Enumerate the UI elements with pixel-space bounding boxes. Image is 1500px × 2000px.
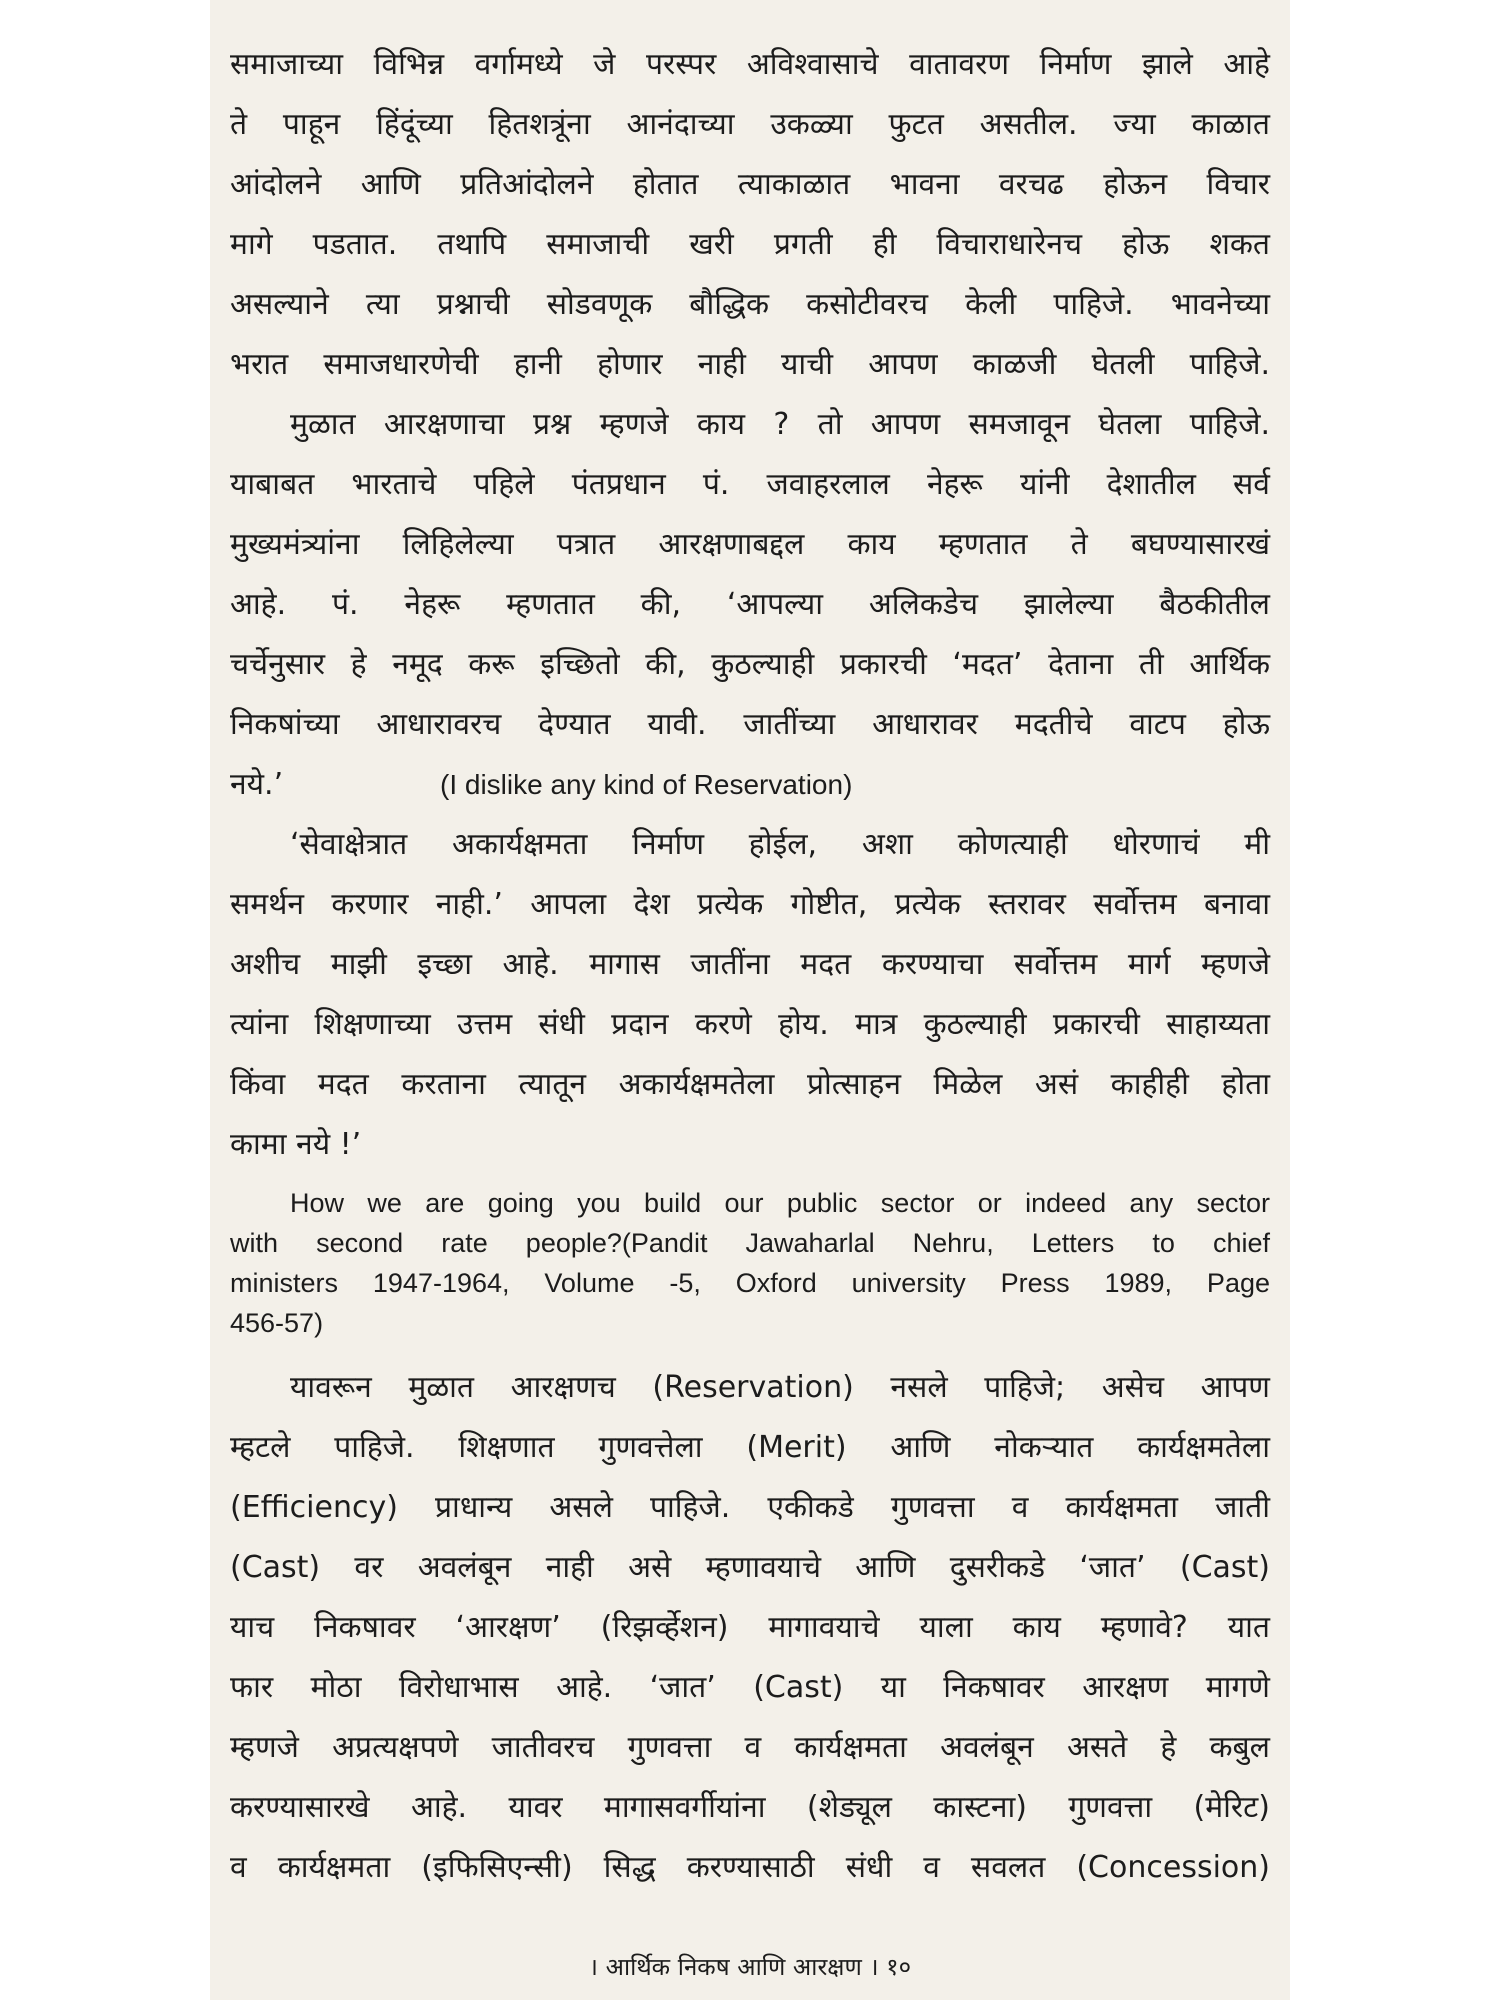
paragraph2-line: निकषांच्या आधारावरच देण्यात यावी. जातींच्या आधारावर मदतीचे वाटप होऊ	[230, 707, 1270, 742]
paragraph1-line: आंदोलने आणि प्रतिआंदोलने होतात त्याकाळात भावना वरचढ होऊन विचार	[230, 167, 1270, 202]
paragraph3-line: ‘सेवाक्षेत्रात अकार्यक्षमता निर्माण होईल, अशा कोणत्याही धोरणाचं मी	[290, 827, 1270, 862]
paragraph1-line: मागे पडतात. तथापि समाजाची खरी प्रगती ही विचाराधारेनच होऊ शकत	[230, 227, 1270, 262]
paragraph4-line: याच निकषावर ‘आरक्षण’ (रिझर्व्हेशन) मागावयाचे याला काय म्हणावे? यात	[230, 1610, 1270, 1645]
paragraph4-line: (Cast) वर अवलंबून नाही असे म्हणावयाचे आणि दुसरीकडे ‘जात’ (Cast)	[230, 1550, 1270, 1585]
paragraph2-last-line: नये.’	[230, 767, 284, 802]
paragraph4-line: म्हणजे अप्रत्यक्षपणे जातीवरच गुणवत्ता व कार्यक्षमता अवलंबून असते हे कबुल	[230, 1730, 1270, 1765]
paragraph1-line: ते पाहून हिंदूंच्या हितशत्रूंना आनंदाच्या उकळ्या फुटत असतील. ज्या काळात	[230, 107, 1270, 142]
paragraph4-line: व कार्यक्षमता (इफिसिएन्सी) सिद्ध करण्यासाठी संधी व सवलत (Concession)	[230, 1850, 1270, 1885]
reservation-remark: (I dislike any kind of Reservation)	[440, 769, 853, 800]
paragraph4-line: यावरून मुळात आरक्षणच (Reservation) नसले पाहिजे; असेच आपण	[290, 1370, 1270, 1405]
english-quote-line: How we are going you build our public sector or indeed any sector	[290, 1188, 1270, 1218]
paragraph3-line: अशीच माझी इच्छा आहे. मागास जातींना मदत करण्याचा सर्वोत्तम मार्ग म्हणजे	[230, 947, 1270, 982]
paragraph3-line: त्यांना शिक्षणाच्या उत्तम संधी प्रदान करणे होय. मात्र कुठल्याही प्रकारची साहाय्यता	[230, 1007, 1270, 1042]
paragraph1-line: असल्याने त्या प्रश्नाची सोडवणूक बौद्धिक कसोटीवरच केली पाहिजे. भावनेच्या	[230, 287, 1270, 322]
paragraph4-line: (Efficiency) प्राधान्य असले पाहिजे. एकीकडे गुणवत्ता व कार्यक्षमता जाती	[230, 1490, 1270, 1525]
paragraph2-line: चर्चेनुसार हे नमूद करू इच्छितो की, कुठल्याही प्रकारची ‘मदत’ देताना ती आर्थिक	[230, 647, 1270, 682]
paragraph2-line: याबाबत भारताचे पहिले पंतप्रधान पं. जवाहरलाल नेहरू यांनी देशातील सर्व	[230, 467, 1270, 502]
paragraph1-line: भरात समाजधारणेची हानी होणार नाही याची आपण काळजी घेतली पाहिजे.	[230, 347, 1270, 382]
paragraph2-line: मुख्यमंत्र्यांना लिहिलेल्या पत्रात आरक्षणाबद्दल काय म्हणतात ते बघण्यासारखं	[230, 527, 1270, 562]
english-quote-line: ministers 1947-1964, Volume -5, Oxford university Press 1989, Page	[230, 1268, 1270, 1298]
paragraph3-last-line: कामा नये !’	[230, 1127, 362, 1162]
paragraph4-line: म्हटले पाहिजे. शिक्षणात गुणवत्तेला (Merit) आणि नोकऱ्यात कार्यक्षमतेला	[230, 1430, 1270, 1465]
paragraph1-line: समाजाच्या विभिन्न वर्गामध्ये जे परस्पर अविश्वासाचे वातावरण निर्माण झाले आहे	[230, 47, 1270, 82]
paragraph4-line: करण्यासारखे आहे. यावर मागासवर्गीयांना (शेड्यूल कास्टना) गुणवत्ता (मेरिट)	[230, 1790, 1270, 1825]
english-quote-line: 456-57)	[230, 1308, 324, 1338]
page-footer: । आर्थिक निकष आणि आरक्षण । १०	[588, 1953, 912, 1981]
paragraph2-line: आहे. पं. नेहरू म्हणतात की, ‘आपल्या अलिकडेच झालेल्या बैठकीतील	[230, 587, 1270, 622]
paragraph3-line: समर्थन करणार नाही.’ आपला देश प्रत्येक गोष्टीत, प्रत्येक स्तरावर सर्वोत्तम बनावा	[230, 887, 1270, 922]
paragraph4-line: फार मोठा विरोधाभास आहे. ‘जात’ (Cast) या निकषावर आरक्षण मागणे	[230, 1670, 1270, 1705]
book-page	[210, 0, 1290, 2000]
paragraph3-line: किंवा मदत करताना त्यातून अकार्यक्षमतेला प्रोत्साहन मिळेल असं काहीही होता	[230, 1067, 1270, 1102]
english-quote-line: with second rate people?(Pandit Jawaharlal Nehru, Letters to chief	[230, 1228, 1270, 1258]
paragraph2-line: मुळात आरक्षणाचा प्रश्न म्हणजे काय ? तो आपण समजावून घेतला पाहिजे.	[290, 407, 1270, 442]
